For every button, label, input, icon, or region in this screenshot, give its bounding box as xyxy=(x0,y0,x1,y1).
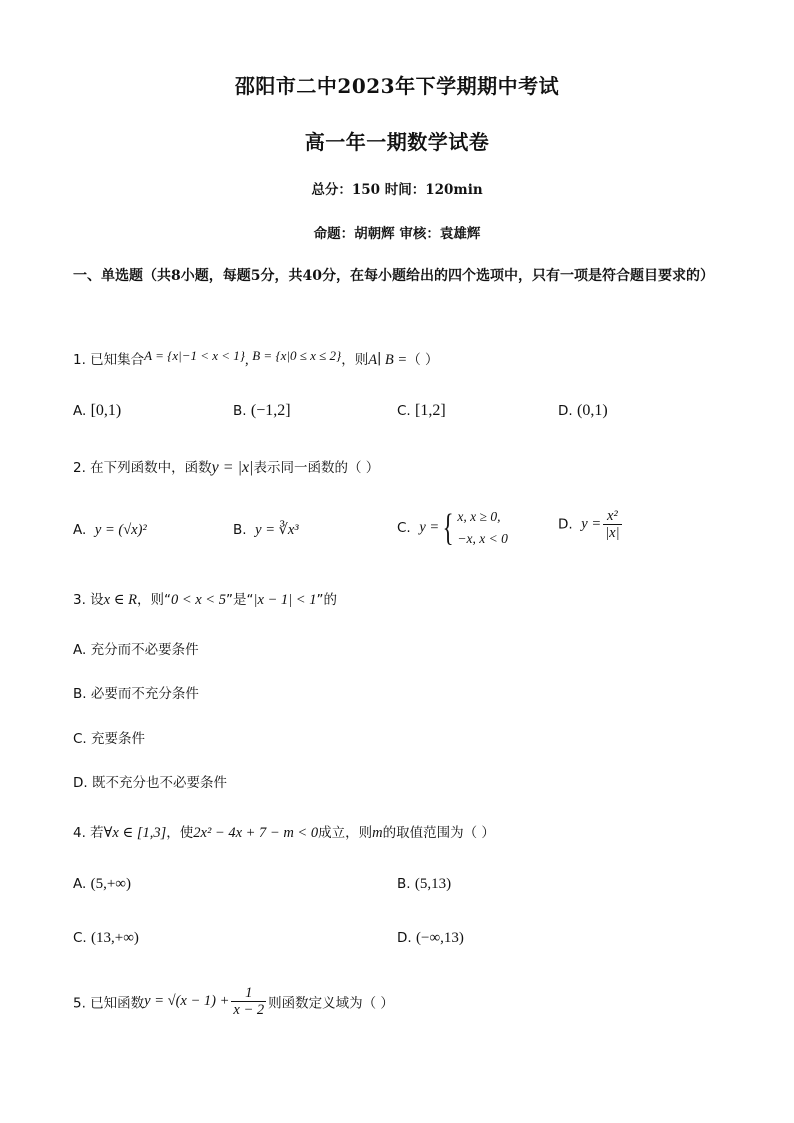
q3-mid-1: ，则“ xyxy=(136,592,171,608)
question-3 xyxy=(73,588,337,609)
option-label: D. xyxy=(558,403,573,419)
option-label: A. xyxy=(73,522,87,538)
q1-set-b: B = {x|0 ≤ x ≤ 2} xyxy=(252,348,342,363)
case-2: −x, x < 0 xyxy=(457,531,508,546)
option-value: (0,1) xyxy=(576,402,608,419)
q1-prefix: 1. 已知集合 xyxy=(73,352,145,368)
option-value: y = ∛x³ xyxy=(255,522,299,538)
q4-option-a[interactable] xyxy=(73,876,131,893)
option-label: C. xyxy=(73,930,87,946)
q3-option-b[interactable]: B. 必要而不充分条件 xyxy=(73,686,199,702)
q3-mid-2: ”是“ xyxy=(225,592,254,608)
fraction-numerator: 1 xyxy=(231,985,266,1002)
piecewise-cases xyxy=(457,506,507,550)
q2-option-a[interactable] xyxy=(73,522,147,539)
q1-expr: A∣ B = xyxy=(368,352,408,368)
fraction-denominator: |x| xyxy=(605,525,620,541)
q1-set-a: A = {x|−1 < x < 1} xyxy=(144,348,245,363)
question-4 xyxy=(73,821,495,842)
option-label: B. xyxy=(397,876,411,892)
q2-option-b[interactable] xyxy=(233,522,299,539)
exam-title: 邵阳市二中2023年下学期期中考试 xyxy=(234,74,560,98)
option-value: (5,13) xyxy=(414,876,452,892)
q1-sep: , xyxy=(244,352,253,368)
q1-option-a[interactable] xyxy=(73,402,121,420)
q3-prefix: 3. 设 xyxy=(73,592,104,608)
option-lhs: y = xyxy=(419,519,440,536)
q3-cond-0: x ∈ R xyxy=(103,592,137,608)
option-label: A. xyxy=(73,403,87,419)
exam-subtitle: 高一年一期数学试卷 xyxy=(304,130,490,154)
q3-option-c[interactable]: C. 充要条件 xyxy=(73,731,146,747)
option-label: B. xyxy=(233,403,247,419)
question-1 xyxy=(73,348,439,369)
q5-fraction xyxy=(231,985,266,1018)
q2-suffix: 表示同一函数的（ ） xyxy=(253,460,380,476)
option-value: (13,+∞) xyxy=(91,930,139,946)
option-label: C. xyxy=(397,520,411,536)
option-lhs: y = xyxy=(581,516,602,532)
q2-option-d[interactable] xyxy=(558,508,624,541)
option-value: [1,2] xyxy=(415,402,446,419)
q3-suffix: ”的 xyxy=(316,592,337,608)
q3-cond-2: |x − 1| < 1 xyxy=(253,592,317,608)
q1-paren: （ ） xyxy=(407,352,439,368)
q5-expr: y = √(x − 1) + xyxy=(144,993,230,1009)
option-label: C. xyxy=(397,403,411,419)
question-2 xyxy=(73,456,379,477)
score-time-line: 总分：150 时间：120min xyxy=(311,182,483,198)
q4-mid: ，使 xyxy=(166,825,194,841)
q1-option-b[interactable] xyxy=(233,402,291,420)
q2-func: y = |x| xyxy=(211,459,254,476)
fraction-denominator: x − 2 xyxy=(233,1002,265,1018)
q4-var: m xyxy=(372,825,383,841)
option-value: (−∞,13) xyxy=(415,930,464,946)
q4-suffix: 的取值范围为（ ） xyxy=(382,825,495,841)
fraction xyxy=(603,508,621,541)
option-value: y = (√x)² xyxy=(94,522,147,538)
q4-option-c[interactable] xyxy=(73,930,139,947)
q4-cond: ∀x ∈ [1,3] xyxy=(103,825,167,841)
q4-mid-2: 成立，则 xyxy=(318,825,373,841)
option-label: D. xyxy=(397,930,412,946)
q1-mid: ，则 xyxy=(341,352,369,368)
q2-option-c[interactable] xyxy=(397,506,508,550)
q3-cond-1: 0 < x < 5 xyxy=(170,592,226,608)
option-label: B. xyxy=(233,522,247,538)
option-value: (−1,2] xyxy=(250,402,291,419)
authors-line: 命题：胡朝辉 审核：袁雄辉 xyxy=(313,226,481,242)
option-value: [0,1) xyxy=(90,402,122,419)
q1-option-d[interactable] xyxy=(558,402,608,420)
q4-prefix: 4. 若 xyxy=(73,825,104,841)
q4-inequality: 2x² − 4x + 7 − m < 0 xyxy=(193,825,319,841)
q4-option-d[interactable] xyxy=(397,930,464,947)
q5-prefix: 5. 已知函数 xyxy=(73,995,145,1012)
option-label: A. xyxy=(73,876,87,892)
q5-suffix: 则函数定义域为（ ） xyxy=(268,995,394,1012)
question-5 xyxy=(73,985,394,1018)
q3-option-d[interactable]: D. 既不充分也不必要条件 xyxy=(73,775,227,791)
option-value: (5,+∞) xyxy=(90,876,131,892)
q2-prefix: 2. 在下列函数中，函数 xyxy=(73,460,212,476)
q3-option-a[interactable]: A. 充分而不必要条件 xyxy=(73,642,199,658)
case-1: x, x ≥ 0, xyxy=(457,509,501,524)
q4-option-b[interactable] xyxy=(397,876,451,893)
left-brace-icon: { xyxy=(442,507,454,549)
option-label: D. xyxy=(558,516,573,533)
section-heading: 一、单选题（共8小题，每题5分，共40分，在每小题给出的四个选项中，只有一项是符合题目要求的） xyxy=(73,268,714,284)
q1-option-c[interactable] xyxy=(397,402,446,420)
fraction-numerator: x² xyxy=(603,508,621,525)
